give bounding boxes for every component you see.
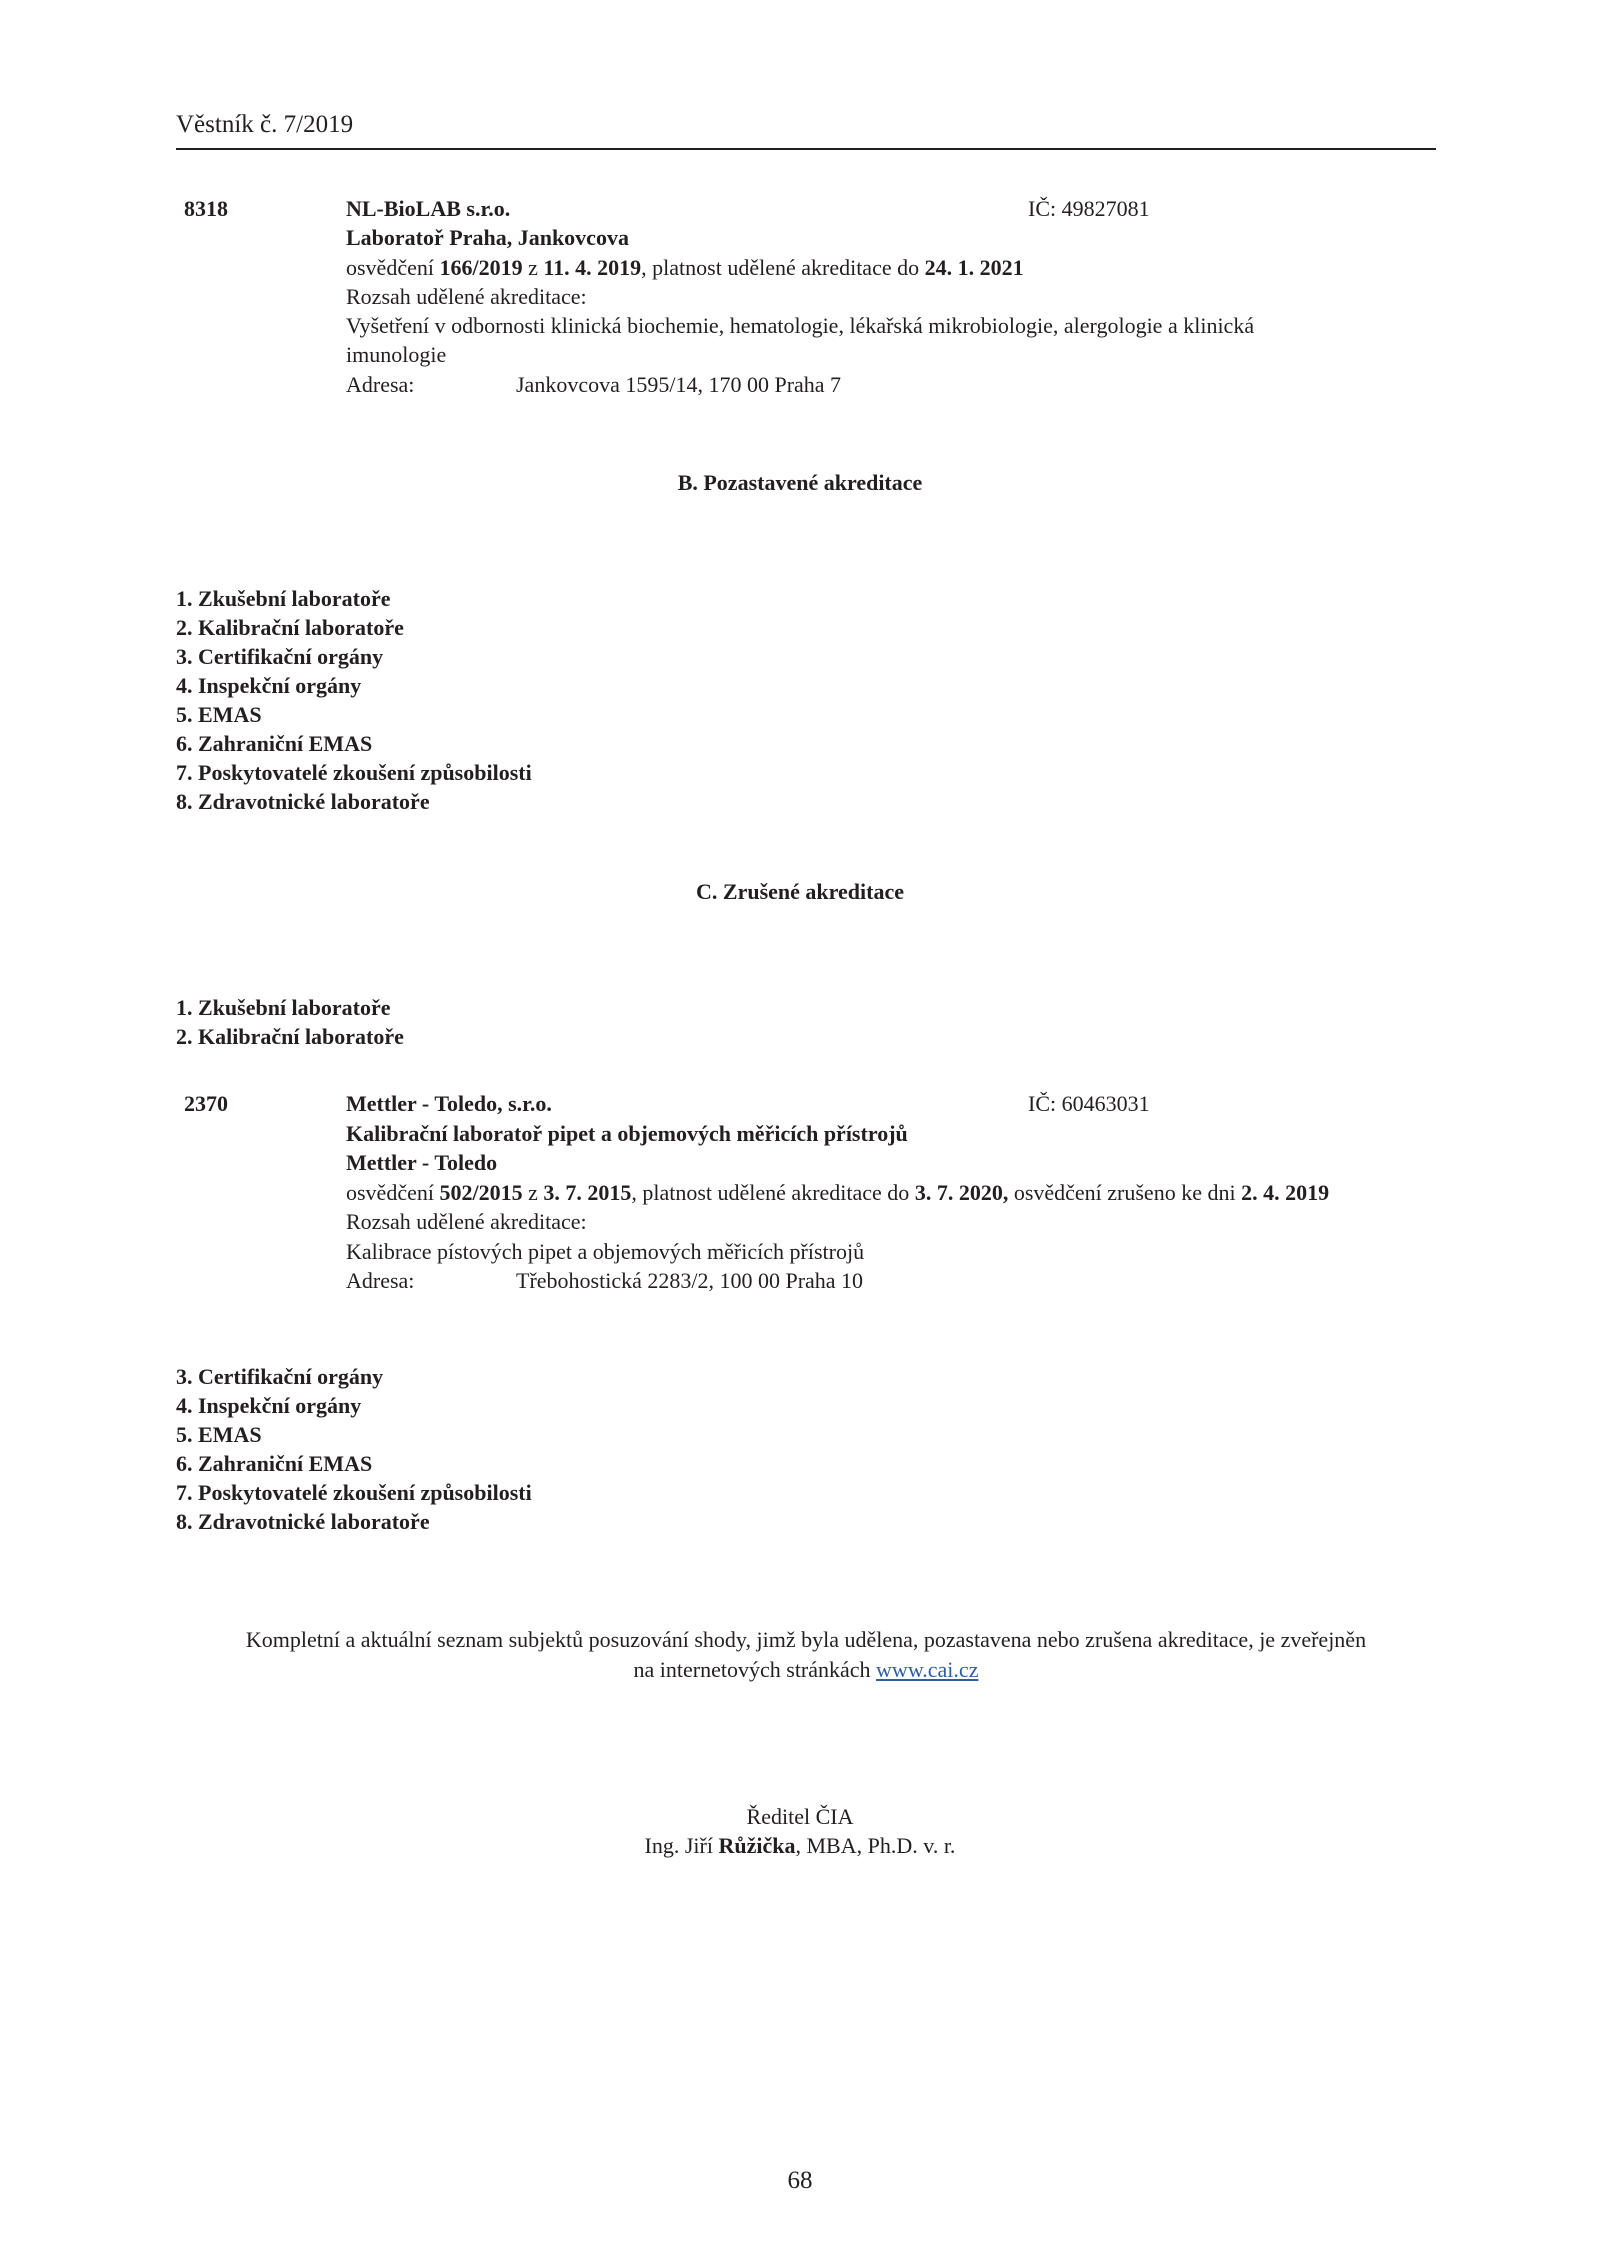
cert-z: z [522,255,544,280]
scope-label: Rozsah udělené akreditace: [346,1209,587,1234]
scope-label: Rozsah udělené akreditace: [346,284,587,309]
entry-company: NL-BioLAB s.r.o. [346,196,511,221]
cert-tail: osvědčení zrušeno ke dni [1008,1180,1242,1205]
entry-number: 2370 [184,1091,228,1116]
signature-name [0,1831,1600,1860]
cert-mid: , platnost udělené akreditace do [631,1180,915,1205]
list-item: 6. Zahraniční EMAS [176,1451,373,1476]
signature-surname: Růžička [718,1833,796,1858]
entry-ic: IČ: 60463031 [1028,1091,1150,1116]
list-item: 4. Inspekční orgány [176,1393,362,1418]
cert-prefix: osvědčení [346,255,440,280]
closing-note-prefix: na internetových stránkách [633,1657,877,1682]
scope-text: Kalibrace pístových pipet a objemových měřicích přístrojů [346,1239,865,1264]
entry-certificate [346,253,1024,282]
section-b-list [176,584,532,816]
cert-mid: , platnost udělené akreditace do [641,255,925,280]
entry-company: Mettler - Toledo, s.r.o. [346,1091,552,1116]
cert-date: 11. 4. 2019 [543,255,642,280]
address-label: Adresa: [346,1268,415,1293]
cai-website-link[interactable]: www.cai.cz [876,1657,979,1682]
list-item: 1. Zkušební laboratoře [176,995,391,1020]
scope-text-line2: imunologie [346,342,447,367]
header-title: Věstník č. 7/2019 [176,111,354,138]
entry-lab-name: Laboratoř Praha, Jankovcova [346,225,629,250]
list-item: 7. Poskytovatelé zkoušení způsobilosti [176,1480,532,1505]
entry-certificate [346,1178,1329,1207]
list-item: 1. Zkušební laboratoře [176,586,391,611]
list-item: 2. Kalibrační laboratoře [176,1024,404,1049]
signature-title: Ředitel ČIA [746,1804,854,1829]
list-item: 5. EMAS [176,702,262,727]
entry-number: 8318 [184,196,228,221]
cert-cancel-date: 2. 4. 2019 [1241,1180,1330,1205]
closing-note-line2 [176,1655,1436,1685]
cert-prefix: osvědčení [346,1180,440,1205]
cert-date: 3. 7. 2015 [543,1180,632,1205]
cert-valid-until: 24. 1. 2021 [924,255,1024,280]
section-b-title: B. Pozastavené akreditace [677,470,923,495]
list-item: 7. Poskytovatelé zkoušení způsobilosti [176,760,532,785]
list-item: 2. Kalibrační laboratoře [176,615,404,640]
list-item: 5. EMAS [176,1422,262,1447]
section-c-title: C. Zrušené akreditace [696,879,904,904]
closing-note [176,1625,1436,1685]
signature-prefix: Ing. Jiří [644,1833,719,1858]
list-item: 6. Zahraniční EMAS [176,731,373,756]
entry-lab-name-line2: Mettler - Toledo [346,1150,498,1175]
page-header [176,110,1436,150]
address-value: Jankovcova 1595/14, 170 00 Praha 7 [516,372,842,397]
list-item: 8. Zdravotnické laboratoře [176,1509,430,1534]
address-value: Třebohostická 2283/2, 100 00 Praha 10 [516,1268,864,1293]
closing-note-line1: Kompletní a aktuální seznam subjektů posuzování shody, jimž byla udělena, pozastavena nebo zrušena akreditace, je zveřejněn [245,1627,1367,1652]
cert-number: 502/2015 [439,1180,523,1205]
list-item: 3. Certifikační orgány [176,644,384,669]
scope-text-line1: Vyšetření v odbornosti klinická biochemie, hematologie, lékařská mikrobiologie, alergologie a klinická [346,313,1255,338]
entry-lab-name-line1: Kalibrační laboratoř pipet a objemových měřicích přístrojů [346,1121,908,1146]
signature-suffix: , MBA, Ph.D. v. r. [795,1833,956,1858]
entry-ic: IČ: 49827081 [1028,196,1150,221]
section-c-list-top [176,993,404,1051]
page-number: 68 [787,2167,813,2194]
section-c-list-bottom [176,1362,532,1536]
cert-z: z [522,1180,544,1205]
cert-number: 166/2019 [439,255,523,280]
list-item: 4. Inspekční orgány [176,673,362,698]
list-item: 3. Certifikační orgány [176,1364,384,1389]
address-label: Adresa: [346,372,415,397]
list-item: 8. Zdravotnické laboratoře [176,789,430,814]
cert-valid-until: 3. 7. 2020, [914,1180,1009,1205]
